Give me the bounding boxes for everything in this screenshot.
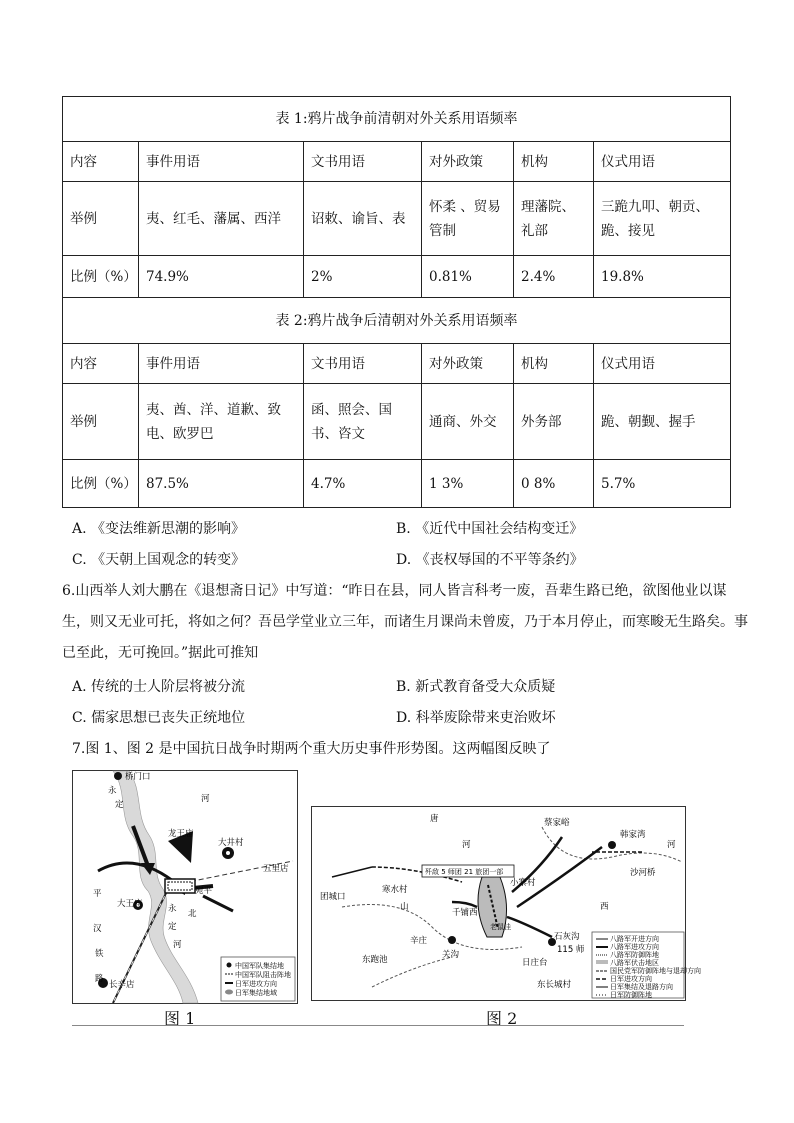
figure2-caption: 图 2 <box>486 1009 518 1028</box>
japanese-attack-arrow <box>98 863 173 881</box>
table1-ratio-cell: 74.9% <box>139 256 304 298</box>
legend-label: 日军集结及退路方向 <box>610 983 673 991</box>
map-label: 龙王庙 <box>168 829 194 839</box>
map-label: 小寨村 <box>510 878 536 888</box>
table2-ratio-cell: 比例（%） <box>63 460 139 508</box>
gate-marker <box>114 772 122 780</box>
table2-header-cell: 仪式用语 <box>594 344 731 384</box>
table2-header-cell: 机构 <box>514 344 594 384</box>
figure1-caption: 图 1 <box>164 1009 196 1028</box>
map-label: 永 <box>168 904 177 914</box>
q5-option-b: B. 《近代中国社会结构变迁》 <box>396 521 584 537</box>
legend-label: 八路军防御阵地 <box>610 951 659 959</box>
q6-option-b: B. 新式教育备受大众质疑 <box>396 679 556 695</box>
map-label: 定 <box>168 922 177 932</box>
map-label: 辛庄 <box>410 936 428 946</box>
map-label: 长辛店 <box>109 980 135 990</box>
q6-option-d: D. 科举废除带来吏治败坏 <box>396 710 556 726</box>
map-label: 蔡家峪 <box>544 818 570 828</box>
map-label: 团城口 <box>320 892 346 902</box>
legend-swatch <box>227 963 232 968</box>
map-label: 汉 <box>93 924 102 934</box>
map-label: 寒水村 <box>382 885 408 895</box>
legend-label: 中国军队阻击阵地 <box>235 971 291 979</box>
table1-header-cell: 内容 <box>63 142 139 182</box>
table1-ratio-cell: 2% <box>304 256 422 298</box>
table2-header-cell: 对外政策 <box>422 344 514 384</box>
table1-header-cell: 机构 <box>514 142 594 182</box>
figure1-map <box>72 770 298 1004</box>
map-label: 河 <box>462 840 471 850</box>
table1-header-cell: 文书用语 <box>304 142 422 182</box>
legend-label: 日军防御阵地 <box>610 991 652 999</box>
japanese-attack-arrow <box>203 896 233 911</box>
table2-example-cell: 跪、朝觐、握手 <box>594 384 731 460</box>
table1-ratio-cell: 19.8% <box>594 256 731 298</box>
map-label: 平 <box>93 889 102 899</box>
map-label: 桥门口 <box>125 772 151 782</box>
map-label: 北 <box>188 909 197 919</box>
map-label: 唐 <box>430 814 439 824</box>
map-label: 路 <box>95 974 104 984</box>
legend-swatch <box>596 960 608 964</box>
map-label: 铁 <box>95 949 104 959</box>
map-label: 河 <box>667 840 676 850</box>
map-label: 大井村 <box>218 838 244 848</box>
map-label: 五里店 <box>263 864 289 874</box>
figure-bottom-rule <box>72 1025 684 1026</box>
table2-ratio-cell: 1 3% <box>422 460 514 508</box>
legend-label: 日军集结地域 <box>235 989 277 997</box>
map-label: 西 <box>600 902 609 912</box>
table2-example-cell: 夷、酋、洋、道歉、致电、欧罗巴 <box>139 384 304 460</box>
map-banner: 歼敌 5 师团 21 旅团一部 <box>425 868 504 876</box>
balujun-attack-arrow <box>507 917 552 937</box>
legend-label: 日军进攻方向 <box>235 980 277 988</box>
table2-ratio-cell: 0 8% <box>514 460 594 508</box>
table1-ratio-cell: 0.81% <box>422 256 514 298</box>
map-label: 东长城村 <box>537 980 572 990</box>
table1-ratio-cell: 2.4% <box>514 256 594 298</box>
table2-example-cell: 举例 <box>63 384 139 460</box>
table2-example-cell: 外务部 <box>514 384 594 460</box>
map-label: 东跑池 <box>362 955 388 965</box>
table1-example-cell: 三跪九叩、朝贡、跪、接见 <box>594 182 731 256</box>
table1-header-cell: 事件用语 <box>139 142 304 182</box>
table1-title: 表 1:鸦片战争前清朝对外关系用语频率 <box>63 97 731 142</box>
legend-label: 八路军伏击地区 <box>610 959 659 967</box>
legend-label: 国民党军防御阵地与退却方向 <box>610 967 701 975</box>
map-label: 沙河桥 <box>630 868 656 878</box>
map-label: 日庄台 <box>522 958 548 968</box>
table2-ratio-cell: 4.7% <box>304 460 422 508</box>
table1-example-cell: 怀柔 、贸易管制 <box>422 182 514 256</box>
legend-label: 中国军队集结地 <box>235 962 284 970</box>
q6-option-c: C. 儒家思想已丧失正统地位 <box>72 710 246 726</box>
q5-option-a: A. 《变法维新思潮的影响》 <box>72 521 246 537</box>
table2-ratio-cell: 87.5% <box>139 460 304 508</box>
figure1-map-drawing <box>73 771 297 1003</box>
japanese-attack-arrow <box>332 867 372 877</box>
table2-header-cell: 事件用语 <box>139 344 304 384</box>
q7-stem: 7.图 1、图 2 是中国抗日战争时期两个重大历史事件形势图。这两幅图反映了 <box>72 741 551 757</box>
figure2-map-drawing <box>312 807 701 1000</box>
table2-header-cell: 文书用语 <box>304 344 422 384</box>
map-label: 定 <box>115 800 124 810</box>
legend-label: 八路军开进方向 <box>610 935 659 943</box>
table1-example-cell: 夷、红毛、藩属、西洋 <box>139 182 304 256</box>
figure2-map <box>311 806 701 1001</box>
map-label: 千铺西 <box>452 908 478 918</box>
table2-header-cell: 内容 <box>63 344 139 384</box>
table1-example-cell: 理藩院、礼部 <box>514 182 594 256</box>
q5-option-d: D. 《丧权辱国的不平等条约》 <box>396 552 584 568</box>
map-label: 老鼠洼 <box>490 923 511 931</box>
table2-example-cell: 函、照会、国书、咨文 <box>304 384 422 460</box>
map-label: 河 <box>173 940 182 950</box>
legend-label: 日军进攻方向 <box>610 975 652 983</box>
opium-war-terms-table <box>62 96 731 508</box>
hanjiawan-marker <box>608 841 616 849</box>
table2-title: 表 2:鸦片战争后清朝对外关系用语频率 <box>63 298 731 344</box>
map-label: 韩家湾 <box>620 830 646 840</box>
table1-ratio-cell: 比例（%） <box>63 256 139 298</box>
xinzhuang-marker <box>448 936 456 944</box>
table1-header-cell: 仪式用语 <box>594 142 731 182</box>
table1-header-cell: 对外政策 <box>422 142 514 182</box>
table1-example-cell: 举例 <box>63 182 139 256</box>
map-label: 115 师 <box>557 945 585 955</box>
map-label: 关沟 <box>442 950 460 960</box>
map-label: 河 <box>201 794 210 804</box>
table2-ratio-cell: 5.7% <box>594 460 731 508</box>
balujun-attack-arrow <box>452 902 477 907</box>
wanping-city-wall <box>165 879 195 893</box>
table2-example-cell: 通商、外交 <box>422 384 514 460</box>
q5-option-c: C. 《天朝上国观念的转变》 <box>72 552 246 568</box>
q6-stem: 6.山西举人刘大鹏在《退想斋日记》中写道：“昨日在县，同人皆言科考一废，吾辈生路已绝，欲图他业以谋生，则又无业可托，将如之何？吾邑学堂业立三年，而诸生月课尚未曾废，乃于本月停止，而寒畯无生路矣。事已至此，无可挽回。”据此可推知 <box>62 583 748 661</box>
dajingcun-marker-dot <box>226 851 230 855</box>
map-label: 永 <box>108 786 117 796</box>
legend-label: 八路军进攻方向 <box>610 943 659 951</box>
table1-example-cell: 诏敕、谕旨、表 <box>304 182 422 256</box>
map-label: 石灰沟 <box>554 932 580 942</box>
q6-option-a: A. 传统的士人阶层将被分流 <box>72 679 246 695</box>
map-label: 大王庙 <box>117 899 143 909</box>
map-label: 宛平 <box>195 886 213 896</box>
map-label: 山 <box>400 902 409 912</box>
legend-swatch <box>225 990 233 995</box>
